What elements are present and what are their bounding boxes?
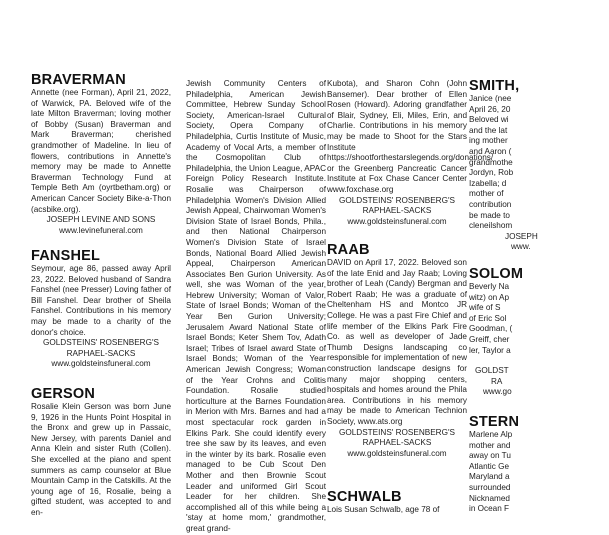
obituary-line: Beverly Na [469,282,510,291]
obituary-solom [469,266,609,398]
column-1 [31,0,171,517]
obituary-line: ing mother [469,136,508,146]
funeral-home-url[interactable]: www.goldsteinsfuneral.com [51,359,151,369]
obituary-name: GERSON [31,386,96,402]
obituary-line: surrounded [469,482,511,492]
obituary-text: Lois Susan Schwalb, age 78 of [327,505,440,514]
obituary-name: FANSHEL [31,248,101,264]
obituary-text: Annette (nee Forman), April 21, 2022, of Warwick, PA. Beloved wife of the late Milton Braverman; loving mother of Bobby (Susan) Braverman and Mark Braverman; cherished grandmother of Madeline. In lieu of flowers, contributions in Annette's memory may be made to Annette Braverman Technology Fund at Temple Beth Am (oyrtbetham.org) or American Cancer Society Bike-a-Thon (acsbike.org). [31,88,171,214]
funeral-home-url[interactable]: www.levinefuneral.com [59,225,143,235]
funeral-home-url[interactable]: www.goldsteinsfuneral.com [347,216,447,226]
obituary-line: Beloved wi [469,115,509,125]
funeral-home-url[interactable]: www.go [483,387,512,397]
obituary-line: Greiff, cher [469,334,510,344]
obituary-line: April 26, 20 [469,104,511,114]
obituary-fanshel [31,248,171,370]
obituary-line: grandmothe [469,157,513,167]
obituary-text: DAVID on April 17, 2022. Beloved son of the late Enid and Jay Raab; Loving brother of Leah (Candy) Bergman and Robert Raab; He was a graduate of Cheltenham HS and Montco JR College. He was a past Fire Chief and life member of the Elkins Park Fire Co. as well as developer of Jade Thumb Designs landscaping co responsible for implementation of new construction landscape designs for many major shopping centers, hospitals and homes around the Phila area. Contributions in his memory may be made to American Technion Society, www.ats.org [327,258,467,426]
obituary-text: Seymour, age 86, passed away April 23, 2022. Beloved husband of Sandra Fanshel (nee Presser) Loving father of Bill Fanshel. Dear brother of Sheila Fanshel. Contributions in his memory may be made to a charity of the donor's choice. [31,264,171,337]
obituary-line: be made to [469,210,510,220]
obituary-name: SCHWALB [327,489,402,505]
obituary-smith [469,78,609,253]
funeral-home: GOLDSTEINS' ROSENBERG'S [43,338,159,348]
funeral-home: RAPHAEL-SACKS [66,348,136,358]
obituary-line: Atlantic Ge [469,461,510,471]
column-2 [186,0,326,533]
column-4 [469,0,538,514]
obituary-line: and the lat [469,125,508,135]
obituary-line: Jordyn, Rob [469,168,514,178]
obituary-text [469,94,609,232]
obituary-name: SMITH, [469,78,520,94]
funeral-home: RAPHAEL-SACKS [362,438,432,448]
obituary-line: away on Tu [469,451,511,461]
obituary-schwalb [327,489,467,516]
obituary-text [469,282,609,356]
obituary-name: STERN [469,414,520,430]
obituary-line: Izabella; d [469,178,507,188]
obituary-name: BRAVERMAN [31,72,126,88]
obituary-line: Nicknamed [469,493,510,503]
obituary-line: Marlene Alp [469,430,513,439]
obituary-name: SOLOM [469,266,524,282]
obituary-gerson [31,386,171,519]
funeral-home: GOLDSTEINS' ROSENBERG'S [339,195,455,205]
obituary-line: Janice (nee [469,94,512,103]
obituary-text: Jewish Community Centers of Philadelphia, American Jewish Committee, Hebrew Sunday School Society, American-Israel Cultural Society, Opera Company of Philadelphia, Curtis Institute of Music, Academy of Vocal Arts, a member of the Cosmopolitan Club of Philadelphia, the Union League, APAC Foreign Policy Research Institute. Rosalie was Chairperson of Philadelphia Women's Division Allied Jewish Appeal, Chairwoman Women's Division State of Israel Bonds, Phila., and then National Chairperson Women's Division State of Israel Bonds, National Board Allied Jewish Appeal, Chairperson American Associates Ben Gurion University. As well, she was Woman of the year, Hebrew University; Woman of Valor, State of Israel Bonds; Woman of the Year Ben Gurion University; Jerusalem Award National State of Israel Bonds; Keter Shem Tov, Adath Israel; Tribes of Israel award State of Israel Bonds; Woman of the Year American Jewish Congress; Woman of the Year Crohns and Colitis Foundation. Rosalie studied horticulture at the Barnes Foundation in Merion with Mrs. Barnes and had a most spectacular rock garden in Elkins Park. She could identify every tree she saw by its leaves, and even in the winter by its bark. Rosalie even managed to be Cub Scout Den Mother and then Brownie Scout Leader and uniformed Girl Scout Leader for her children. She accomplished all of this while being a 'stay at home mom,' grandmother, great grand- [186,79,326,533]
funeral-home: JOSEPH [505,231,538,241]
obituary-line: Goodman, ( [469,324,513,334]
obituary-line: Maryland a [469,472,510,482]
funeral-home-url[interactable]: www. [511,242,531,252]
obituary-text: Kubota), and Sharon Cohn (John Bansemer). Dear brother of Ellen Rosen (Howard). Adoring grandfather of Blair, Sydney, Eli, Miles, Erin, and Charlie. Contributions in his memory may be made to Shoot for the Stars Institute https://shootforthestarslegends.org/donations/ or the Greenberg Pancreatic Cancer Institute at Fox Chase Cancer Center www.foxchase.org [327,79,494,194]
obituary-line: cleneilshom [469,221,513,231]
obituary-name: RAAB [327,242,370,258]
obituary-stern [469,414,609,515]
obituary-gerson-continued [186,79,326,535]
funeral-home: GOLDSTEINS' ROSENBERG'S [339,427,455,437]
obituary-line: wife of S [469,303,501,313]
obituary-line: in Ocean F [469,504,510,514]
funeral-home: RA [491,376,503,386]
funeral-home: GOLDST [475,366,509,376]
obituary-line: contribution [469,199,512,209]
obituary-line: ler, Taylor a [469,345,511,355]
funeral-home: JOSEPH LEVINE AND SONS [46,215,156,225]
funeral-home: RAPHAEL-SACKS [362,206,432,216]
funeral-home-url[interactable]: www.goldsteinsfuneral.com [347,448,447,458]
obituary-text [469,430,609,515]
obituary-line: witz) on Ap [469,292,510,302]
obituary-raab [327,242,467,459]
obituary-line: and Aaron ( [469,146,512,156]
obituary-line: mother of [469,189,504,199]
obituary-line: of Eric Sol [469,313,507,323]
obituary-braverman [31,72,171,236]
obituary-text: Rosalie Klein Gerson was born June 9, 1926 in the Hunts Point Hospital in the Bronx and grew up in Passaic, New Jersey, with parents Daniel and Anna Klein and sister Ruth (Collen). She excelled at the piano and spent summers as camp counselor at Blue Mountain Camp in the Catskills. At the young age of 16, Rosalie, being a gifted student, was accepted to and en- [31,402,171,517]
obituary-line: mother and [469,440,511,450]
